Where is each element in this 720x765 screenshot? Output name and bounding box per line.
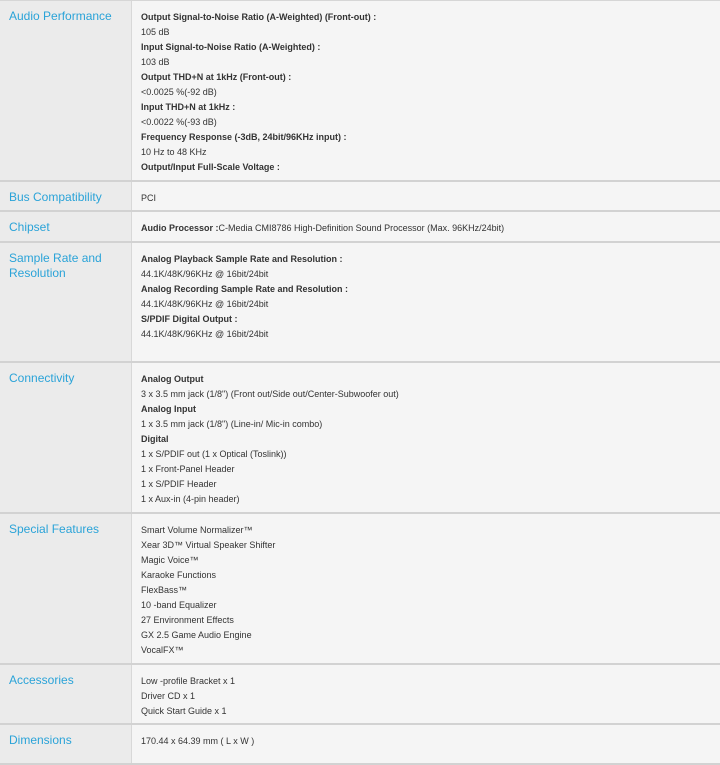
spec-value	[132, 363, 720, 512]
spec-value-line: 105 dB	[141, 27, 170, 37]
spec-value-line: PCI	[141, 193, 157, 203]
spec-value-line: <0.0025 %(-92 dB)	[141, 87, 217, 97]
spec-row	[0, 725, 720, 765]
spec-value	[132, 514, 720, 663]
spec-value-line: 44.1K/48K/96KHz @ 16bit/24bit	[141, 299, 269, 309]
spec-value-line: Input Signal-to-Noise Ratio (A-Weighted) :	[141, 42, 321, 52]
spec-value	[132, 725, 720, 763]
spec-value-line: Frequency Response (-3dB, 24bit/96KHz input) :	[141, 132, 347, 142]
spec-value-key: Audio Processor :	[141, 223, 219, 233]
spec-value-line: Driver CD x 1	[141, 691, 196, 701]
spec-row	[0, 182, 720, 212]
spec-value-line: 10 Hz to 48 KHz	[141, 147, 207, 157]
spec-label: Sample Rate and Resolution	[0, 243, 132, 361]
spec-value-line: <0.0022 %(-93 dB)	[141, 117, 217, 127]
spec-label: Bus Compatibility	[0, 182, 132, 210]
spec-value-line: 1 x 3.5 mm jack (1/8") (Line-in/ Mic-in combo)	[141, 419, 323, 429]
spec-row	[0, 212, 720, 243]
spec-value-line: VocalFX™	[141, 645, 184, 655]
spec-value-line: S/PDIF Digital Output :	[141, 314, 238, 324]
spec-value-line: 27 Environment Effects	[141, 615, 234, 625]
spec-label: Accessories	[0, 665, 132, 723]
spec-value-line: 1 x S/PDIF out (1 x Optical (Toslink))	[141, 449, 287, 459]
spec-value-line: 3 x 3.5 mm jack (1/8") (Front out/Side out/Center-Subwoofer out)	[141, 389, 399, 399]
spec-value-line: Digital	[141, 434, 169, 444]
spec-value-line: Output THD+N at 1kHz (Front-out) :	[141, 72, 292, 82]
spec-value-line: Analog Input	[141, 404, 196, 414]
spec-value	[132, 212, 720, 241]
spec-value-text: C-Media CMI8786 High-Definition Sound Processor (Max. 96KHz/24bit)	[218, 223, 505, 233]
spec-row	[0, 514, 720, 665]
spec-value-line: Analog Playback Sample Rate and Resolution :	[141, 254, 343, 264]
spec-value-line: 103 dB	[141, 57, 170, 67]
spec-label: Dimensions	[0, 725, 132, 763]
spec-label: Audio Performance	[0, 1, 132, 180]
spec-row	[0, 363, 720, 514]
spec-value-line	[141, 221, 720, 236]
spec-value-line: GX 2.5 Game Audio Engine	[141, 630, 252, 640]
spec-value-line: 1 x S/PDIF Header	[141, 479, 217, 489]
spec-value-line: Quick Start Guide x 1	[141, 706, 227, 716]
spec-value-line: Magic Voice™	[141, 555, 199, 565]
spec-value-line: 44.1K/48K/96KHz @ 16bit/24bit	[141, 269, 269, 279]
spec-value-line: Analog Output	[141, 374, 204, 384]
spec-label: Connectivity	[0, 363, 132, 512]
spec-row	[0, 243, 720, 363]
spec-value	[132, 665, 720, 723]
spec-value-line: 10 -band Equalizer	[141, 600, 217, 610]
spec-value-line: Smart Volume Normalizer™	[141, 525, 253, 535]
spec-value-line: Xear 3D™ Virtual Speaker Shifter	[141, 540, 276, 550]
spec-value-line: FlexBass™	[141, 585, 188, 595]
spec-value-line: 170.44 x 64.39 mm ( L x W )	[141, 736, 255, 746]
spec-value-line: Low -profile Bracket x 1	[141, 676, 236, 686]
spec-row	[0, 665, 720, 725]
spec-label: Special Features	[0, 514, 132, 663]
spec-value-line: 1 x Front-Panel Header	[141, 464, 235, 474]
spec-value-line: Output/Input Full-Scale Voltage :	[141, 162, 280, 172]
spec-value	[132, 182, 720, 210]
spec-value-line: Input THD+N at 1kHz :	[141, 102, 236, 112]
spec-label: Chipset	[0, 212, 132, 241]
spec-value-line: Analog Recording Sample Rate and Resolution :	[141, 284, 349, 294]
spec-value-line: 1 x Aux-in (4-pin header)	[141, 494, 240, 504]
spec-value-line: Karaoke Functions	[141, 570, 217, 580]
spec-value	[132, 1, 720, 180]
spec-row	[0, 1, 720, 182]
spec-value-line: Output Signal-to-Noise Ratio (A-Weighted) (Front-out) :	[141, 12, 377, 22]
spec-value	[132, 243, 720, 361]
spec-value-line: 44.1K/48K/96KHz @ 16bit/24bit	[141, 329, 269, 339]
